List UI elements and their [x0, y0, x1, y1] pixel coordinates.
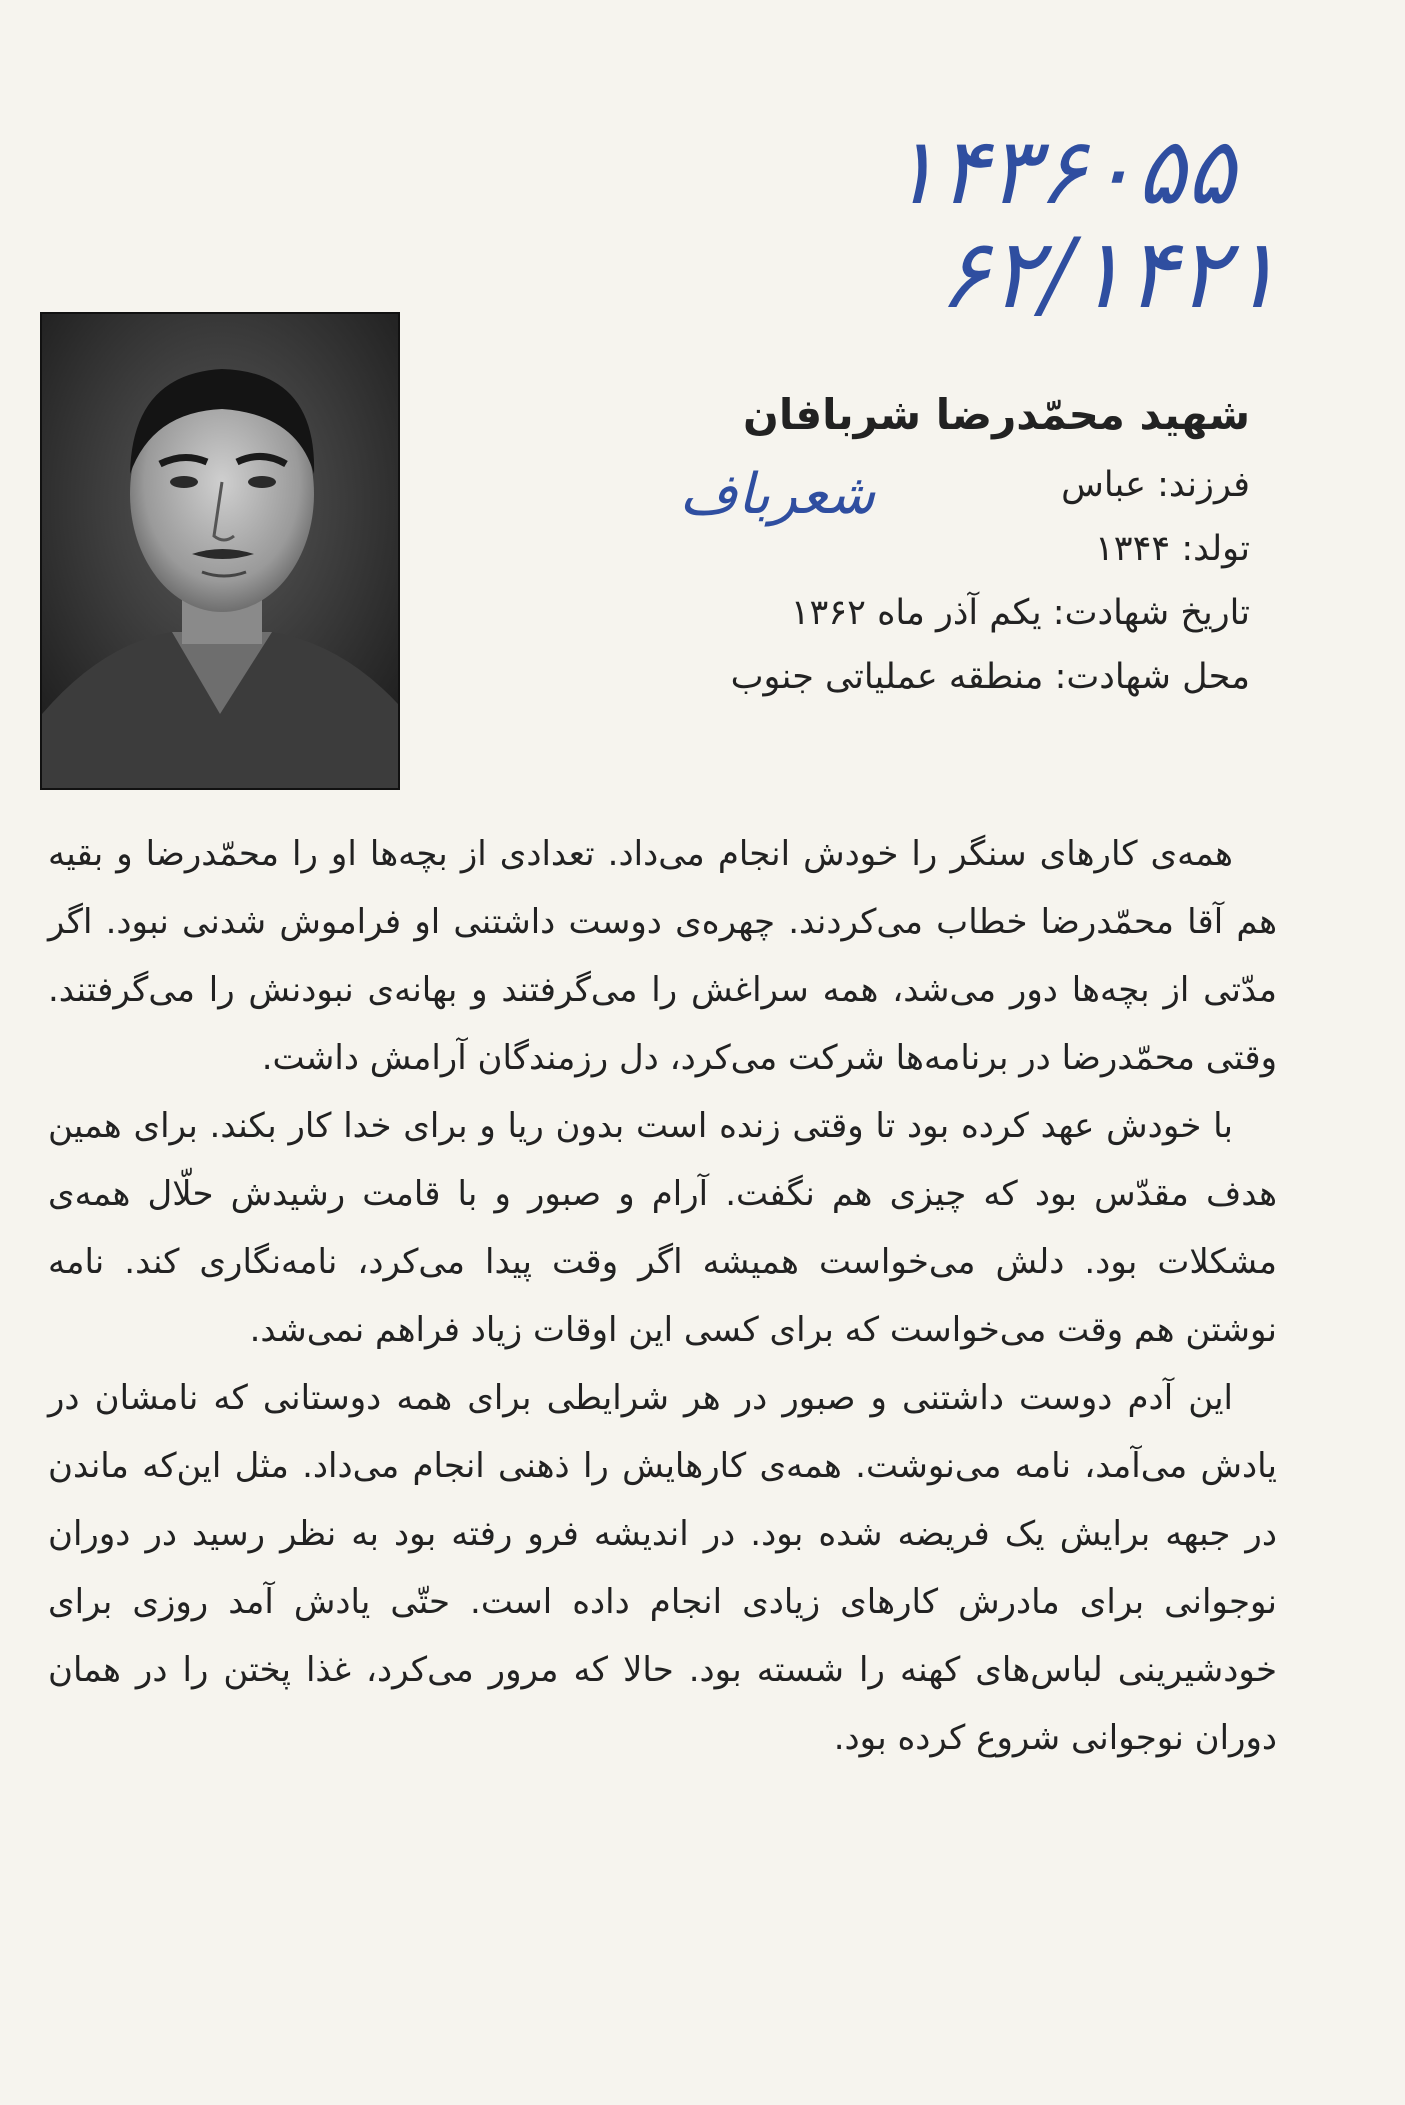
info-father [550, 453, 1250, 517]
info-label: تولد: [1181, 529, 1250, 569]
info-birth [550, 517, 1250, 581]
handwritten-number-top: ۱۴۳۶۰۵۵ [889, 118, 1235, 225]
info-label: تاریخ شهادت: [1052, 593, 1250, 633]
handwritten-name-note: شعرباف [679, 462, 875, 527]
paragraph: با خودش عهد کرده بود تا وقتی زنده است بدون ریا و برای خدا کار بکند. برای همین هدف مقدّس بود که چیزی هم نگفت. آرام و صبور و با قامت رشیدش حلّال همه‌ی مشکلات بود. دلش می‌خواست همیشه اگر وقت پیدا می‌کرد، نامه‌نگاری کند. نامه نوشتن هم وقت می‌خواست که برای کسی این اوقات زیاد فراهم نمی‌شد. [48, 1106, 1277, 1350]
info-value: منطقه عملیاتی جنوب [730, 657, 1044, 697]
info-value: عباس [1061, 465, 1146, 505]
martyr-header [550, 390, 1250, 709]
portrait-photo [40, 312, 400, 790]
info-martyrdom-date [550, 581, 1250, 645]
info-value: ۱۳۴۴ [1095, 529, 1171, 569]
paragraph: همه‌ی کارهای سنگر را خودش انجام می‌داد. تعدادی از بچه‌ها او را محمّدرضا و بقیه هم آقا محمّدرضا خطاب می‌کردند. چهره‌ی دوست داشتنی او فراموش شدنی نبود. اگر مدّتی از بچه‌ها دور می‌شد، همه سراغش را می‌گرفتند و بهانه‌ی نبودنش را می‌گرفتند. وقتی محمّدرضا در برنامه‌ها شرکت می‌کرد، دل رزمندگان آرامش داشت. [48, 834, 1277, 1078]
paragraph: این آدم دوست داشتنی و صبور در هر شرایطی برای همه دوستانی که نامشان در یادش می‌آمد، نامه می‌نوشت. همه‌ی کارهایش را ذهنی انجام می‌داد. مثل این‌که ماندن در جبهه برایش یک فریضه شده بود. در اندیشه فرو رفته بود به نظر رسید در دوران نوجوانی برای مادرش کارهای زیادی انجام داده است. حتّی یادش آمد روزی برای خودشیرینی لباس‌های کهنه را شسته بود. حالا که مرور می‌کرد، غذا پختن را در همان دوران نوجوانی شروع کرده بود. [48, 1378, 1277, 1758]
info-label: محل شهادت: [1054, 657, 1250, 697]
info-value: یکم آذر ماه ۱۳۶۲ [790, 593, 1042, 633]
portrait-image [42, 314, 398, 788]
info-label: فرزند: [1157, 465, 1250, 505]
biography-text [48, 820, 1277, 1772]
info-martyrdom-place [550, 645, 1250, 709]
handwritten-number-second: ۶۲/۱۴۲۱ [938, 218, 1280, 330]
martyr-name-title: شهید محمّدرضا شربافان [743, 390, 1250, 439]
